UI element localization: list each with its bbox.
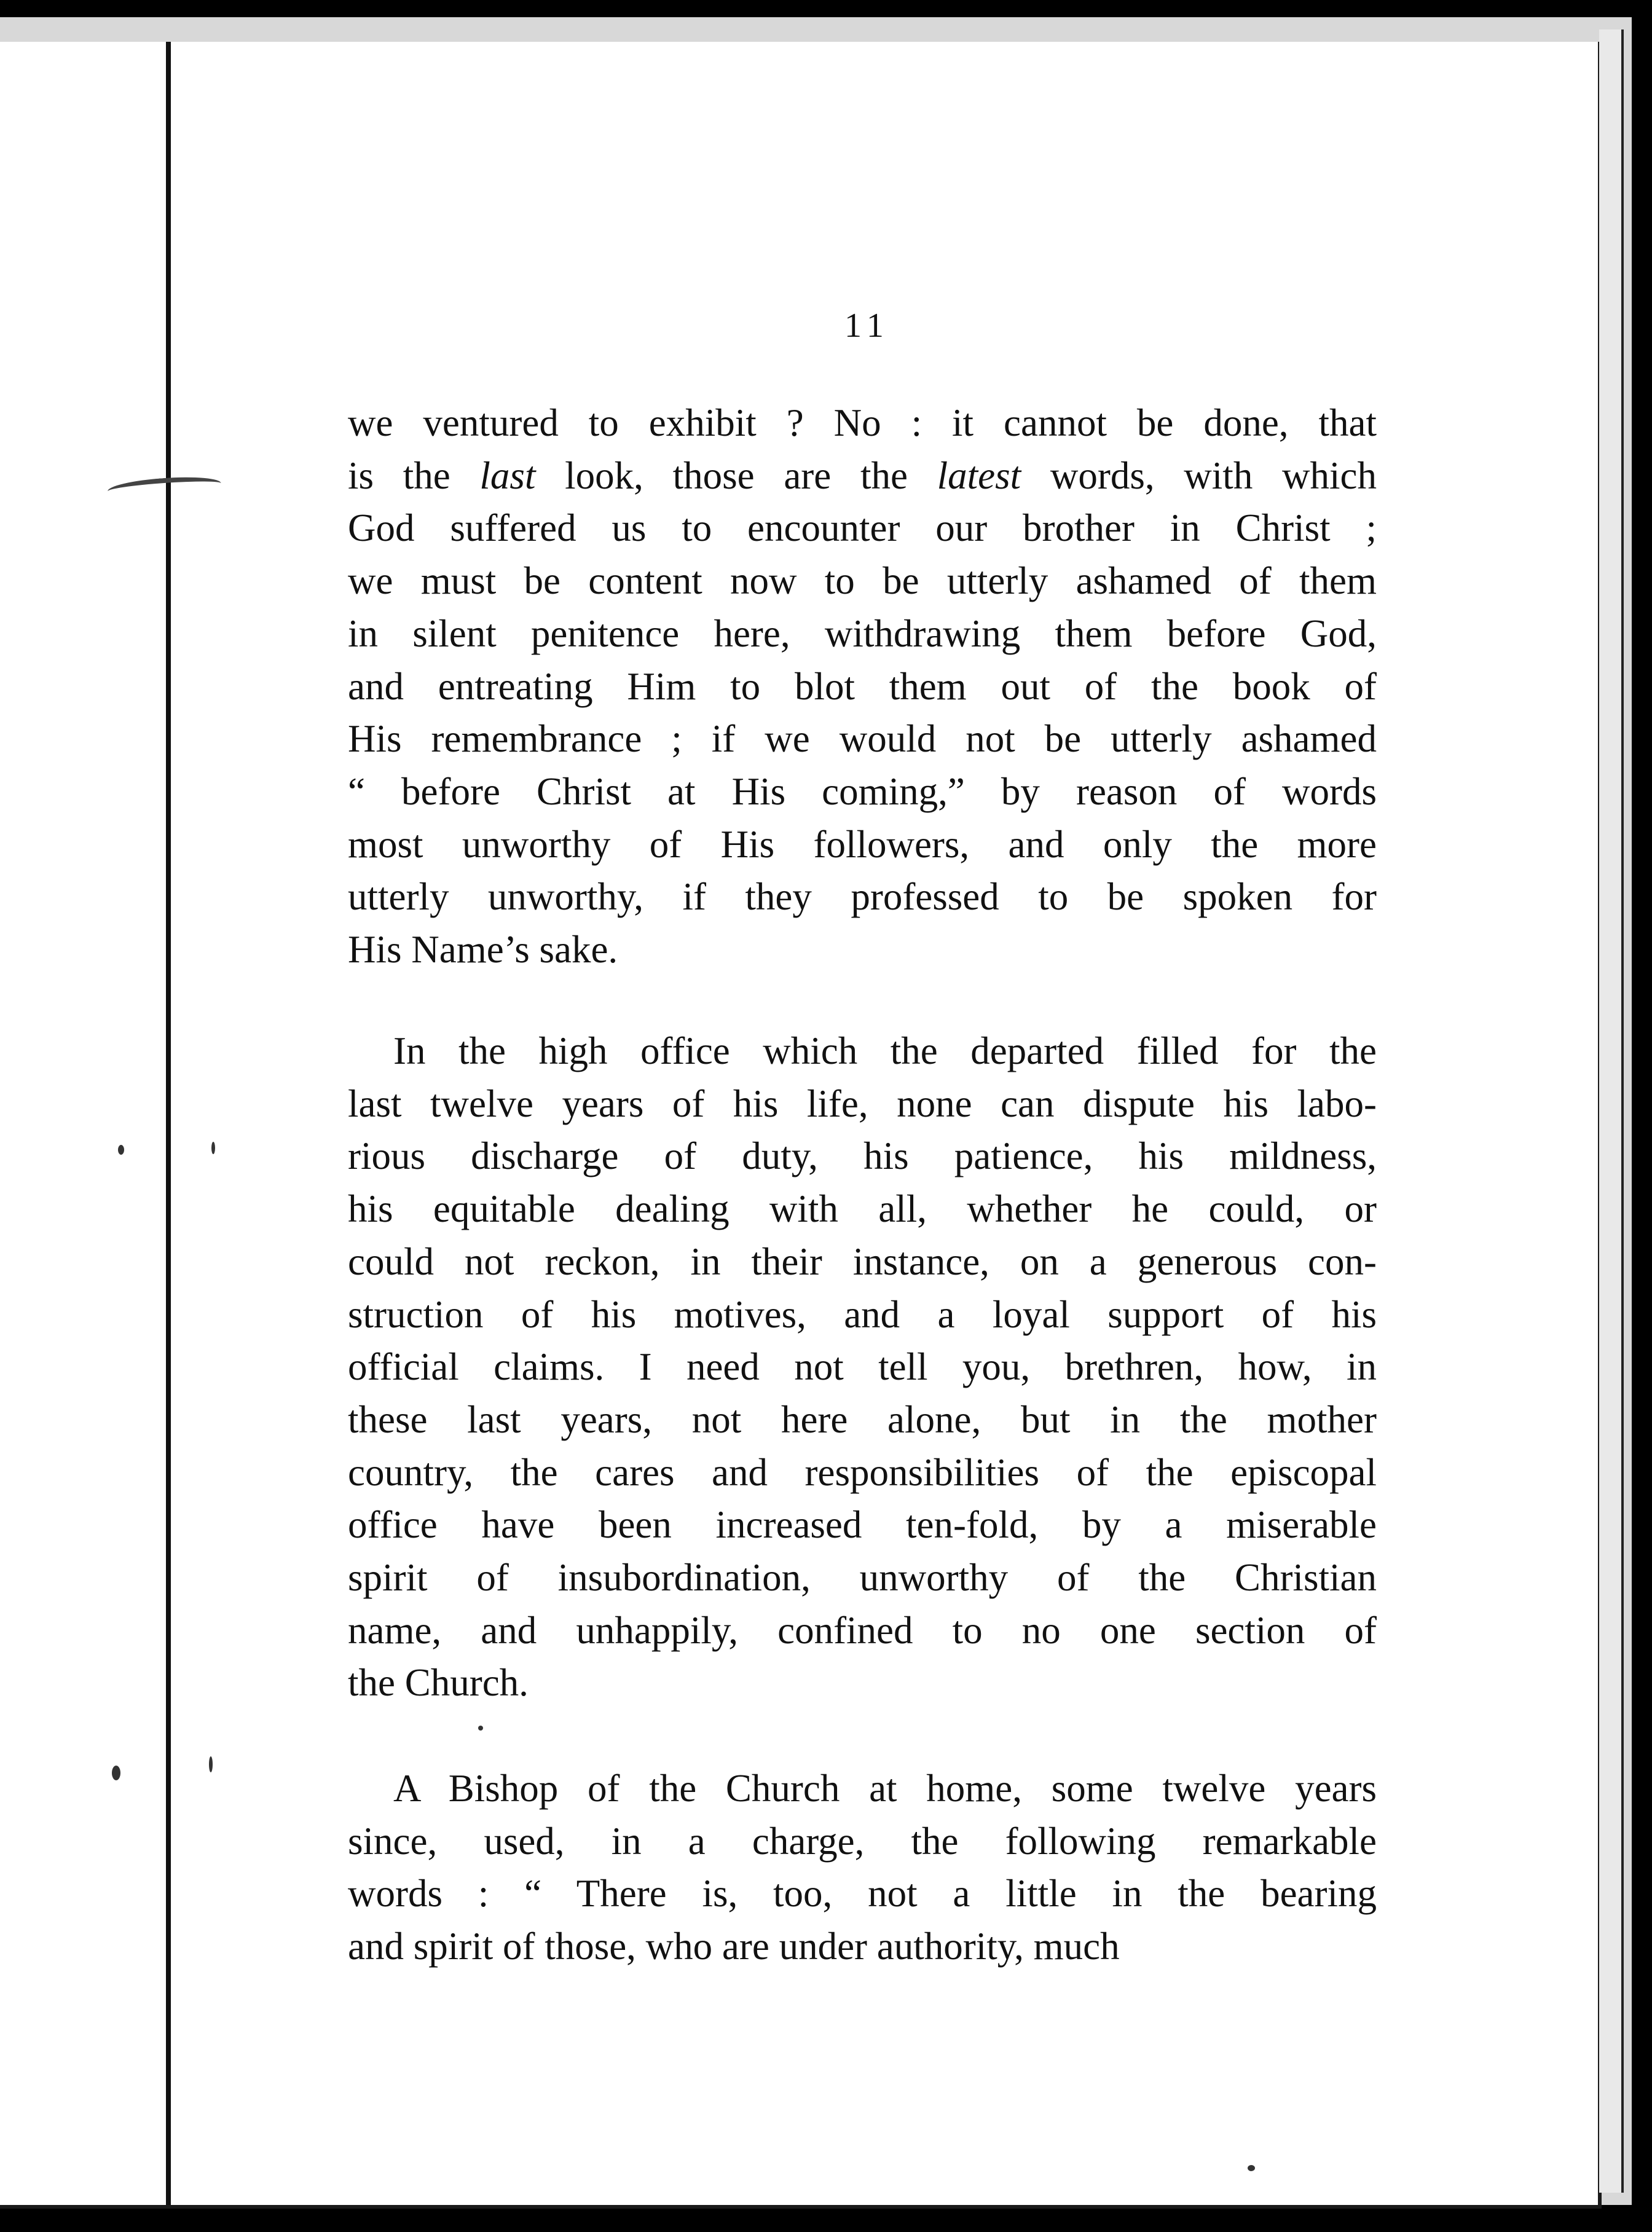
text-run: is the (348, 454, 480, 497)
text-line (348, 1394, 1377, 1447)
text-run: since, used, in a charge, the following remarkable (348, 1819, 1377, 1863)
text-line (348, 1920, 1377, 1973)
text-line (348, 1499, 1377, 1552)
text-run: God suffered us to encounter our brother in Christ ; (348, 506, 1377, 550)
text-run: name, and unhappily, confined to no one section of (348, 1608, 1377, 1652)
text-run: official claims. I need not tell you, brethren, how, in (348, 1345, 1377, 1389)
text-run: words, with which (1021, 454, 1377, 497)
left-binding-leaf (0, 42, 171, 2205)
text-run: look, those are the (535, 454, 937, 497)
text-line (348, 1815, 1377, 1868)
text-line (348, 450, 1377, 503)
text-line (348, 1236, 1377, 1289)
text-run: struction of his motives, and a loyal support of his (348, 1292, 1377, 1336)
text-line (348, 1657, 1377, 1710)
text-run: words : “ There is, too, not a little in the bearing (348, 1872, 1377, 1916)
text-run: the Church. (348, 1661, 529, 1705)
text-line (348, 1289, 1377, 1342)
text-run: “ before Christ at His coming,” by reason of words (348, 769, 1377, 813)
text-line (348, 1868, 1377, 1920)
text-line (348, 1341, 1377, 1394)
paper-speck (118, 1145, 124, 1155)
text-line (348, 1130, 1377, 1183)
paper-speck (478, 1726, 483, 1731)
text-run: most unworthy of His followers, and only the more (348, 822, 1377, 866)
text-run: and spirit of those, who are under authority, much (348, 1925, 1120, 1968)
text-line (348, 1605, 1377, 1657)
text-line (348, 766, 1377, 819)
text-run: these last years, not here alone, but in the mother (348, 1397, 1377, 1441)
text-line (348, 555, 1377, 608)
text-line (348, 1447, 1377, 1499)
paragraph-3 (348, 1762, 1377, 1973)
text-line (348, 1025, 1377, 1078)
book-page (0, 42, 1602, 2209)
page-number: 11 (844, 307, 890, 345)
text-run: last twelve years of his life, none can dispute his labo- (348, 1082, 1377, 1125)
text-line (348, 397, 1377, 450)
text-run: in silent penitence here, withdrawing them before God, (348, 611, 1377, 655)
text-line (348, 661, 1377, 713)
text-run: His Name’s sake. (348, 928, 618, 972)
italic-word: last (479, 454, 536, 497)
text-run: In the high office which the departed filled for the (393, 1029, 1377, 1072)
paper-speck (1248, 2165, 1255, 2171)
text-line (348, 502, 1377, 555)
text-line (348, 1762, 1377, 1815)
text-line (348, 1183, 1377, 1236)
text-run: rious discharge of duty, his patience, his mildness, (348, 1134, 1377, 1178)
text-run: office have been increased ten-fold, by a miserable (348, 1503, 1377, 1547)
text-run: we ventured to exhibit ? No : it cannot be done, that (348, 401, 1377, 444)
italic-word: latest (937, 454, 1021, 497)
paper-speck (112, 1766, 120, 1780)
text-run: and entreating Him to blot them out of the book of (348, 664, 1377, 708)
text-run: His remembrance ; if we would not be utterly ashamed (348, 717, 1377, 761)
page-edge (1599, 29, 1624, 2193)
paper-speck (211, 1142, 215, 1154)
paragraph-1 (348, 397, 1377, 976)
text-run: could not reckon, in their instance, on a generous con- (348, 1240, 1377, 1283)
text-line (348, 1078, 1377, 1131)
text-line (348, 819, 1377, 871)
paragraph-2 (348, 1025, 1377, 1710)
text-line (348, 871, 1377, 924)
page-stack (0, 17, 1632, 2205)
text-run: country, the cares and responsibilities of the episcopal (348, 1450, 1377, 1494)
text-run: A Bishop of the Church at home, some twelve years (393, 1767, 1377, 1810)
paper-speck (209, 1756, 213, 1772)
text-line (348, 608, 1377, 661)
text-line (348, 713, 1377, 766)
text-run: we must be content now to be utterly ashamed of them (348, 559, 1377, 603)
text-run: spirit of insubordination, unworthy of the Christian (348, 1556, 1377, 1600)
text-line (348, 1552, 1377, 1605)
text-run: utterly unworthy, if they professed to be spoken for (348, 875, 1377, 919)
text-line (348, 924, 1377, 976)
text-run: his equitable dealing with all, whether he could, or (348, 1187, 1377, 1231)
